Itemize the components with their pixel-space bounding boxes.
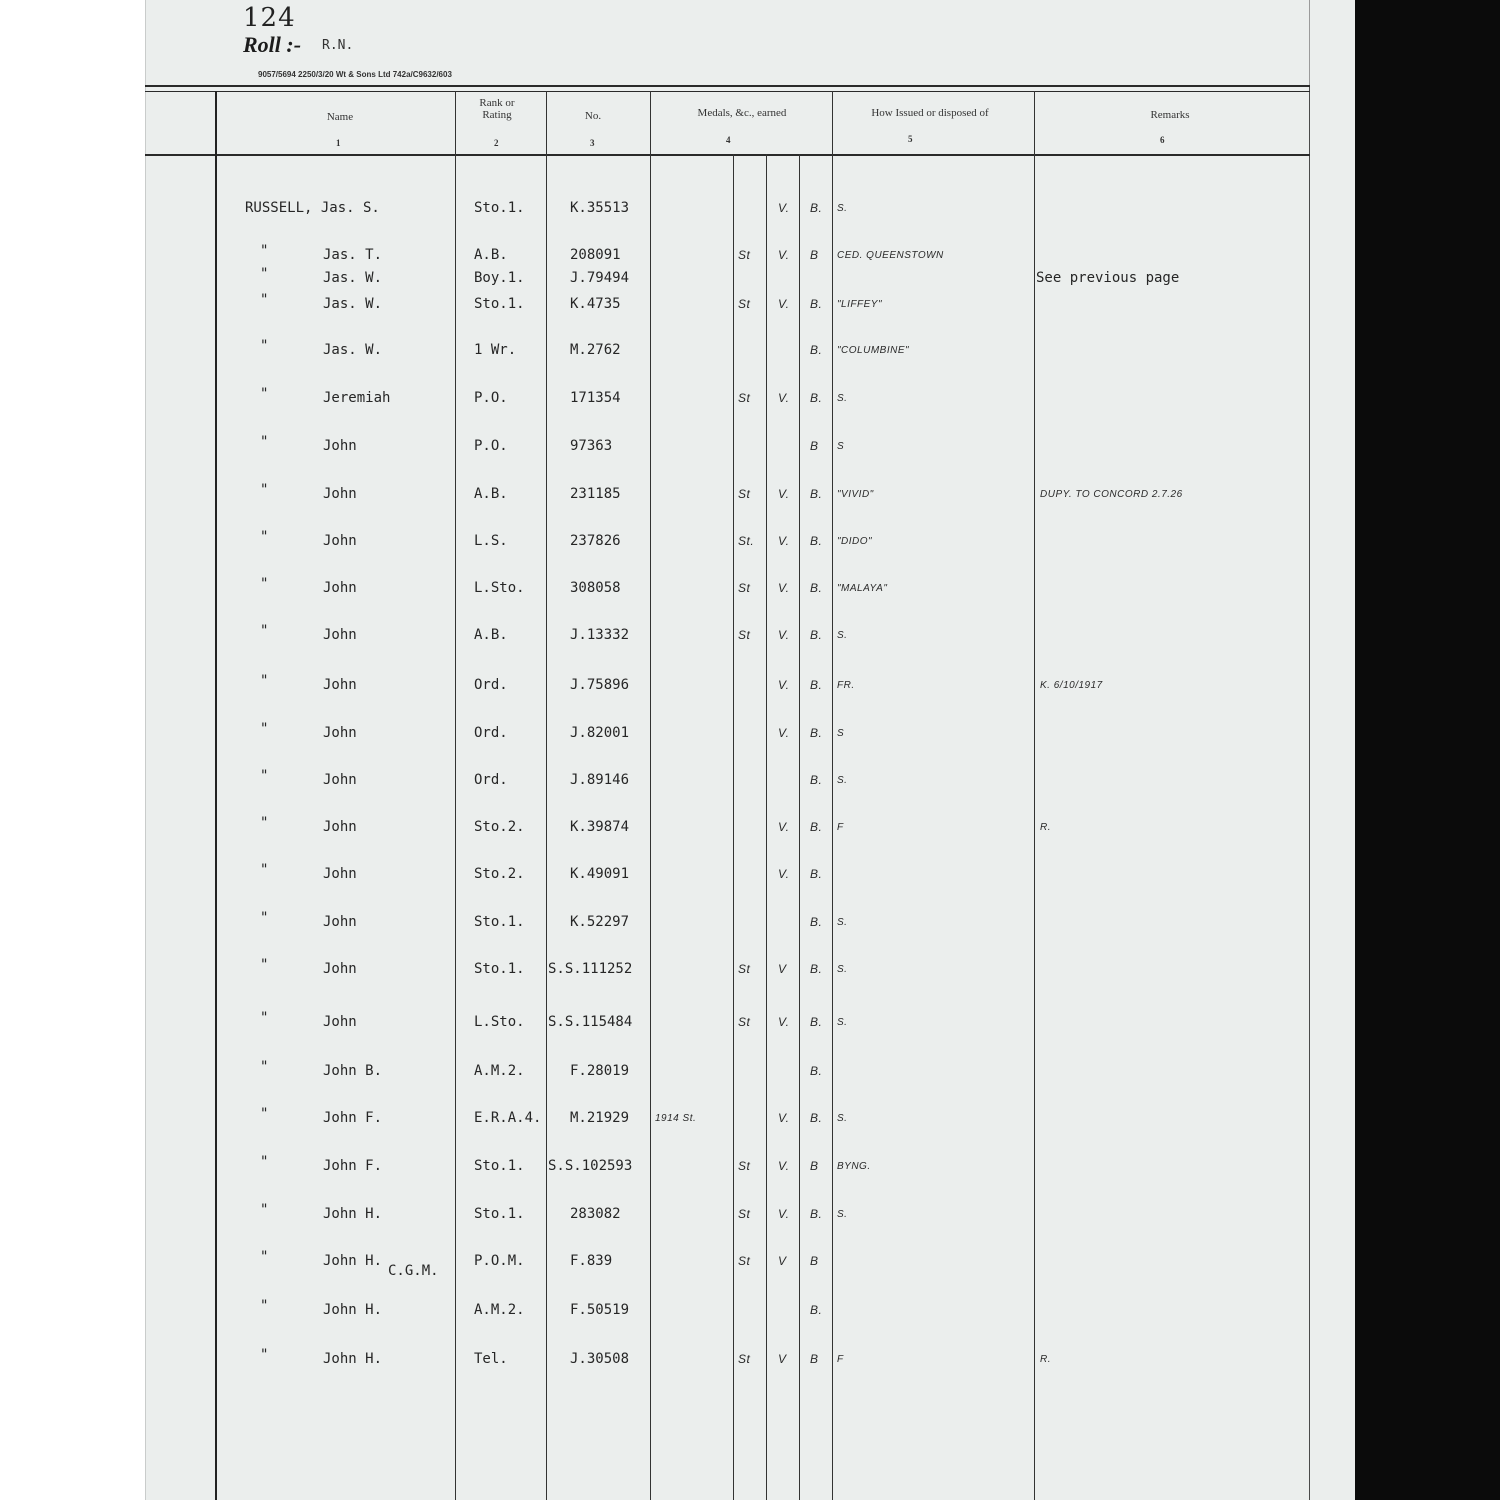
row-medal-victory: V. <box>778 534 790 548</box>
row-medal-victory: V. <box>778 1111 790 1125</box>
row-medal-british: B <box>810 439 819 453</box>
header-rank-num: 2 <box>494 138 499 148</box>
row-rank: Sto.2. <box>474 866 525 882</box>
row-medal-british: B. <box>810 1207 823 1221</box>
row-name: John <box>323 914 357 930</box>
row-rank: Ord. <box>474 677 508 693</box>
row-name: John <box>323 533 357 549</box>
row-medal-british: B. <box>810 915 823 929</box>
row-name: Jas. W. <box>323 342 383 358</box>
row-medal-star: St. <box>738 534 755 548</box>
row-medal-british: B. <box>810 773 823 787</box>
row-issued: S. <box>837 1209 848 1220</box>
row-number: J.79494 <box>570 270 630 286</box>
row-name: Jas. T. <box>323 247 383 263</box>
row-issued: FR. <box>837 680 855 691</box>
row-rank: Ord. <box>474 772 508 788</box>
row-rank: Sto.1. <box>474 914 525 930</box>
row-rank: A.B. <box>474 486 508 502</box>
row-ditto-mark: " <box>260 338 269 354</box>
row-number: M.2762 <box>570 342 621 358</box>
row-ditto-mark: " <box>260 768 269 784</box>
row-medal-victory: V. <box>778 581 790 595</box>
row-medal-star: St <box>738 628 751 642</box>
header-bottom-rule <box>145 154 1310 156</box>
row-number: F.839 <box>570 1253 613 1269</box>
row-rank: A.B. <box>474 627 508 643</box>
row-issued: S. <box>837 393 848 404</box>
row-name: Jeremiah <box>323 390 391 406</box>
sheet-edge <box>1309 85 1310 1500</box>
row-name: John B. <box>323 1063 383 1079</box>
row-number: J.13332 <box>570 627 630 643</box>
row-rank: A.M.2. <box>474 1063 525 1079</box>
row-issued: S. <box>837 775 848 786</box>
col-rule-margin <box>215 91 217 1500</box>
row-medal-star: St <box>738 248 751 262</box>
row-name: John H. <box>323 1206 383 1222</box>
row-medal-british: B. <box>810 1064 823 1078</box>
row-number: K.49091 <box>570 866 630 882</box>
row-rank: L.Sto. <box>474 580 525 596</box>
col-rule-rank <box>546 91 547 1500</box>
row-number: S.S.102593 <box>548 1158 633 1174</box>
col-rule-medal-2 <box>766 154 767 1500</box>
row-issued: F <box>837 1354 844 1365</box>
row-remarks: K. 6/10/1917 <box>1040 680 1103 691</box>
row-name: John <box>323 819 357 835</box>
row-number: J.30508 <box>570 1351 630 1367</box>
row-medal-british: B. <box>810 201 823 215</box>
row-number: S.S.111252 <box>548 961 633 977</box>
row-number: K.39874 <box>570 819 630 835</box>
row-medal-british: B. <box>810 391 823 405</box>
row-medal-british: B. <box>810 343 823 357</box>
header-top-rule <box>145 85 1310 87</box>
row-ditto-mark: " <box>260 862 269 878</box>
row-number: 283082 <box>570 1206 621 1222</box>
row-number: 208091 <box>570 247 621 263</box>
row-number: K.35513 <box>570 200 630 216</box>
row-medal-victory: V. <box>778 1015 790 1029</box>
row-medal-victory: V. <box>778 1207 790 1221</box>
row-issued: S. <box>837 203 848 214</box>
row-remarks: R. <box>1040 822 1051 833</box>
row-medal-victory: V. <box>778 1159 790 1173</box>
row-ditto-mark: " <box>260 1202 269 1218</box>
row-issued: CED. QUEENSTOWN <box>837 250 944 261</box>
row-issued: S. <box>837 630 848 641</box>
row-remarks: DUPY. TO CONCORD 2.7.26 <box>1040 489 1183 500</box>
row-ditto-mark: " <box>260 1347 269 1363</box>
row-rank: Sto.2. <box>474 819 525 835</box>
row-name: John <box>323 438 357 454</box>
row-ditto-mark: " <box>260 623 269 639</box>
row-ditto-mark: " <box>260 673 269 689</box>
row-number: K.4735 <box>570 296 621 312</box>
row-medal-star: St <box>738 297 751 311</box>
col-rule-medals <box>832 91 833 1500</box>
row-rank: A.M.2. <box>474 1302 525 1318</box>
row-medal-victory: V. <box>778 678 790 692</box>
row-number: F.50519 <box>570 1302 630 1318</box>
header-no: No. <box>584 110 602 122</box>
row-rank: Tel. <box>474 1351 508 1367</box>
row-medal-victory: V. <box>778 867 790 881</box>
row-name: John <box>323 486 357 502</box>
header-name-num: 1 <box>336 138 341 148</box>
row-issued: S <box>837 441 845 452</box>
row-issued: S <box>837 728 845 739</box>
header-no-num: 3 <box>590 138 595 148</box>
col-rule-medal-1 <box>733 154 734 1500</box>
row-rank: Ord. <box>474 725 508 741</box>
row-ditto-mark: " <box>260 1059 269 1075</box>
sheet-edge-upper <box>1309 0 1310 85</box>
row-issued: F <box>837 822 844 833</box>
row-ditto-mark: " <box>260 243 269 259</box>
row-issued: S. <box>837 1113 848 1124</box>
row-number: J.89146 <box>570 772 630 788</box>
row-name: John <box>323 961 357 977</box>
row-name: John <box>323 866 357 882</box>
row-issued: S. <box>837 917 848 928</box>
header-medals-num: 4 <box>726 135 731 145</box>
row-ditto-mark: " <box>260 910 269 926</box>
row-medal-star: St <box>738 487 751 501</box>
row-medal-star: St <box>738 962 751 976</box>
row-medal-british: B <box>810 1352 819 1366</box>
ledger-sheet <box>145 0 1356 1500</box>
row-ditto-mark: " <box>260 292 269 308</box>
row-name: Jas. W. <box>323 270 383 286</box>
row-medal-star: St <box>738 581 751 595</box>
row-ditto-mark: " <box>260 482 269 498</box>
row-rank: Sto.1. <box>474 961 525 977</box>
row-ditto-mark: " <box>260 529 269 545</box>
row-ditto-mark: " <box>260 1010 269 1026</box>
row-number: J.75896 <box>570 677 630 693</box>
row-remarks: R. <box>1040 1354 1051 1365</box>
row-number: S.S.115484 <box>548 1014 633 1030</box>
row-medal-victory: V. <box>778 248 790 262</box>
row-name: John <box>323 677 357 693</box>
row-medal-british: B. <box>810 581 823 595</box>
row-medal-victory: V. <box>778 726 790 740</box>
header-top-rule-2 <box>145 91 1310 92</box>
row-name: John <box>323 1014 357 1030</box>
row-medal-british: B <box>810 1254 819 1268</box>
row-medal-british: B. <box>810 820 823 834</box>
row-name: John F. <box>323 1110 383 1126</box>
col-rule-name <box>455 91 456 1500</box>
row-ditto-mark: " <box>260 1298 269 1314</box>
row-medal-star: St <box>738 391 751 405</box>
row-medal-victory: V. <box>778 201 790 215</box>
row-medal-victory: V. <box>778 297 790 311</box>
row-medal-british: B. <box>810 1303 823 1317</box>
row-medal-star: St <box>738 1254 751 1268</box>
row-ditto-mark: " <box>260 815 269 831</box>
row-rank: P.O.M. <box>474 1253 525 1269</box>
header-remarks: Remarks <box>1150 109 1190 121</box>
row-rank: 1 Wr. <box>474 342 517 358</box>
row-issued: S. <box>837 1017 848 1028</box>
row-medal-victory: V. <box>778 820 790 834</box>
row-rank: E.R.A.4. <box>474 1110 542 1126</box>
row-number: 97363 <box>570 438 613 454</box>
row-number: F.28019 <box>570 1063 630 1079</box>
row-rank: L.Sto. <box>474 1014 525 1030</box>
row-number: M.21929 <box>570 1110 630 1126</box>
row-name: RUSSELL, Jas. S. <box>245 200 380 216</box>
row-medal-victory: V. <box>778 391 790 405</box>
row-ditto-mark: " <box>260 1106 269 1122</box>
row-rank: Sto.1. <box>474 200 525 216</box>
header-name: Name <box>326 111 354 123</box>
row-medal-victory: V. <box>778 487 790 501</box>
row-medal-british: B. <box>810 628 823 642</box>
row-medal-star: St <box>738 1207 751 1221</box>
roll-label: Roll :- <box>243 32 302 57</box>
row-name: John H. <box>323 1253 383 1269</box>
row-medal-british: B <box>810 248 819 262</box>
header-issued-num: 5 <box>908 134 913 144</box>
printer-line: 9057/5694 2250/3/20 Wt & Sons Ltd 742a/C9632/603 <box>258 70 452 79</box>
row-rank: Sto.1. <box>474 296 525 312</box>
col-rule-medal-3 <box>799 154 800 1500</box>
row-issued: "MALAYA" <box>837 583 888 594</box>
row-issued: S. <box>837 964 848 975</box>
row-ditto-mark: " <box>260 1154 269 1170</box>
row-rank: Sto.1. <box>474 1158 525 1174</box>
row-name: John <box>323 627 357 643</box>
page-number: 124 <box>243 3 296 33</box>
row-name: John <box>323 580 357 596</box>
row-ditto-mark: " <box>260 386 269 402</box>
row-medal-british: B. <box>810 962 823 976</box>
row-issued: "VIVID" <box>837 489 874 500</box>
row-number: J.82001 <box>570 725 630 741</box>
row-name: John <box>323 725 357 741</box>
row-number: 231185 <box>570 486 621 502</box>
row-medal-british: B. <box>810 678 823 692</box>
row-ditto-mark: " <box>260 266 269 282</box>
header-medals: Medals, &c., earned <box>697 107 787 119</box>
row-name: John H. <box>323 1351 383 1367</box>
header-issued: How Issued or disposed of <box>871 107 989 119</box>
row-number: 171354 <box>570 390 621 406</box>
row-name: John <box>323 772 357 788</box>
row-number: 237826 <box>570 533 621 549</box>
row-issued: "LIFFEY" <box>837 299 882 310</box>
row-rank: P.O. <box>474 438 508 454</box>
roll-value: R.N. <box>322 38 354 53</box>
row-medal-british: B. <box>810 487 823 501</box>
row-medal-star: St <box>738 1015 751 1029</box>
row-number: K.52297 <box>570 914 630 930</box>
row-ditto-mark: " <box>260 434 269 450</box>
row-ditto-mark: " <box>260 721 269 737</box>
header-remarks-num: 6 <box>1160 135 1165 145</box>
row-medal-british: B. <box>810 534 823 548</box>
row-medal-british: B. <box>810 297 823 311</box>
row-medal-victory: V <box>778 1352 787 1366</box>
row-rank: Boy.1. <box>474 270 525 286</box>
background-right <box>1355 0 1500 1500</box>
row-rank: Sto.1. <box>474 1206 525 1222</box>
row-remarks: See previous page <box>1036 270 1180 286</box>
row-medal-british: B. <box>810 726 823 740</box>
row-ditto-mark: " <box>260 1249 269 1265</box>
row-name: John F. <box>323 1158 383 1174</box>
row-number: 308058 <box>570 580 621 596</box>
row-rank: A.B. <box>474 247 508 263</box>
row-medal-star: St <box>738 1352 751 1366</box>
row-medal-1914-star: 1914 St. <box>655 1113 697 1124</box>
row-medal-victory: V. <box>778 628 790 642</box>
row-medal-british: B. <box>810 867 823 881</box>
row-issued: BYNG. <box>837 1161 871 1172</box>
row-name: Jas. W. <box>323 296 383 312</box>
row-issued: "COLUMBINE" <box>837 345 910 356</box>
row-medal-british: B. <box>810 1015 823 1029</box>
background-left <box>0 0 145 1500</box>
row-medal-victory: V <box>778 1254 787 1268</box>
row-award: C.G.M. <box>388 1263 439 1279</box>
row-medal-star: St <box>738 1159 751 1173</box>
row-ditto-mark: " <box>260 576 269 592</box>
col-rule-issued <box>1034 91 1035 1500</box>
row-rank: L.S. <box>474 533 508 549</box>
header-rank: Rank or Rating <box>479 97 515 121</box>
row-rank: P.O. <box>474 390 508 406</box>
row-name: John H. <box>323 1302 383 1318</box>
row-medal-victory: V <box>778 962 787 976</box>
row-issued: "DIDO" <box>837 536 873 547</box>
row-medal-british: B. <box>810 1111 823 1125</box>
row-medal-british: B <box>810 1159 819 1173</box>
col-rule-no <box>650 91 651 1500</box>
row-ditto-mark: " <box>260 957 269 973</box>
